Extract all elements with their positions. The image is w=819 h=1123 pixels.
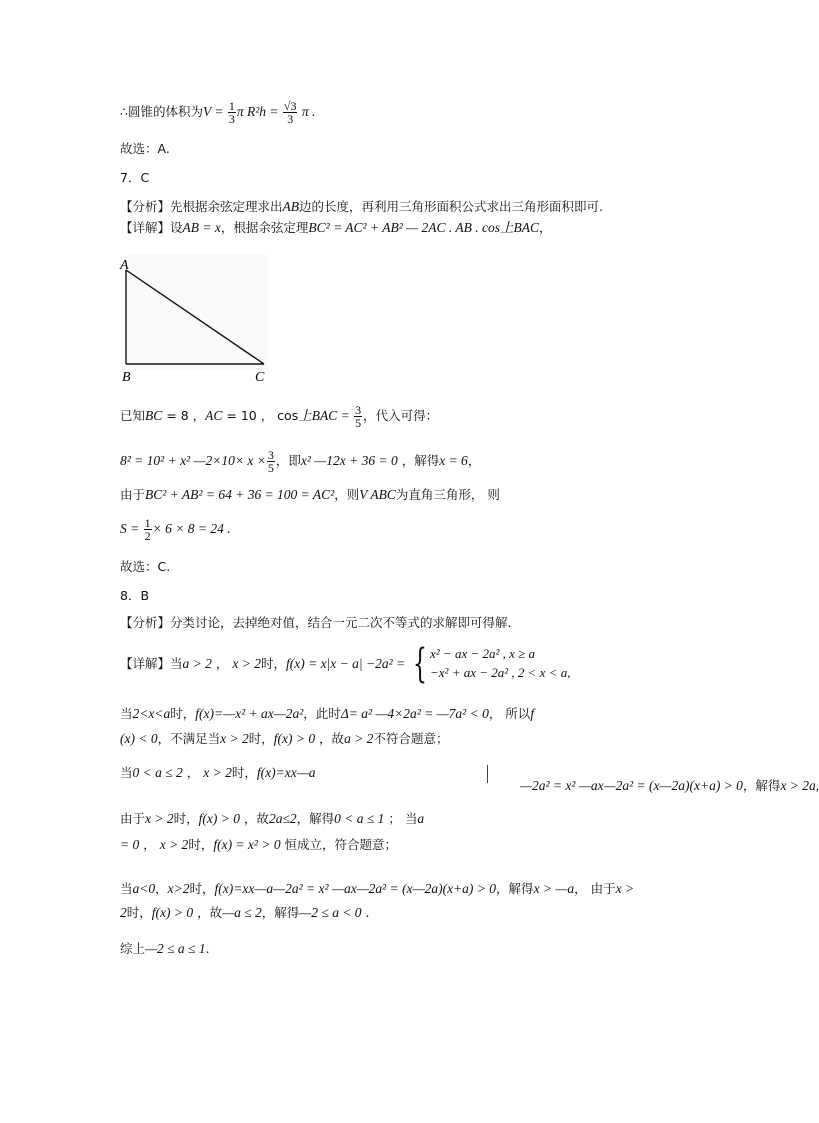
q7-detail: 【详解】设AB = x，根据余弦定理BC² = AC² + AB² — 2AC . AB . cos上BAC，	[120, 220, 552, 235]
q8-case-a-gt-2-line1: 当2<x<a时，f(x)=—x² + ax—2a²，此时Δ= a² —4×2a² = —7a² < 0， 所以f	[120, 706, 535, 721]
q8-case-0-a-2-factored: —2a² = x² —ax—2a² = (x—2a)(x+a) > 0，解得x > 2a,	[520, 778, 819, 793]
vertex-label-a: A	[120, 258, 129, 273]
fraction-one-half: $\frac{1}{2}$	[144, 516, 151, 543]
q7-analysis: 【分析】先根据余弦定理求出AB边的长度，再利用三角形面积公式求出三角形面积即可.	[120, 199, 603, 214]
q8-analysis: 【分析】分类讨论，去掉绝对值，结合一元二次不等式的求解即可得解.	[120, 615, 512, 630]
q8-case-a-lt-0-line2: 2时，f(x) > 0 ，故—a ≤ 2，解得—2 ≤ a < 0 .	[120, 905, 370, 920]
vertex-label-c: C	[255, 370, 265, 385]
absolute-value-bar	[487, 765, 488, 783]
volume-formula-part-a: V =	[202, 104, 227, 119]
triangle-svg	[116, 252, 276, 387]
q7-given: 已知BC = 8 ，AC = 10 ， cos上BAC = $\frac{3}{5}$ ，代入可得：	[120, 403, 439, 430]
piecewise-case-1: x² − ax − 2a² , x ≥ a	[430, 646, 536, 661]
question-8-heading: 8．B	[120, 588, 150, 603]
q8-case-a-lt-0-line1: 当a<0，x>2时，f(x)=xx—a—2a² = x² —ax—2a² = (x—2a)(x+a) > 0，解得x > —a， 由于x >	[120, 881, 635, 896]
q8-case-a-gt-2-line2: (x) < 0，不满足当x > 2时，f(x) > 0 ，故a > 2不符合题意；	[120, 731, 449, 746]
volume-formula-part-b: π R²h =	[236, 104, 282, 119]
fraction-sqrt3-over-3: $\frac{√3}{3}$	[283, 99, 297, 126]
q8-detail: 【详解】当a > 2 ， x > 2时，f(x) = x|x − a| −2a² =	[120, 656, 406, 671]
q8-case-a-eq-0: = 0 ， x > 2时，f(x) = x² > 0 恒成立，符合题意；	[120, 837, 398, 852]
volume-formula-part-c: π .	[298, 104, 316, 119]
piecewise-case-2: −x² + ax − 2a² , 2 < x < a,	[430, 665, 571, 680]
q8-case-0-a-2-start: 当0 < a ≤ 2 ， x > 2时，f(x)=xx—a	[120, 765, 316, 780]
q8-case-0-a-2-result: 由于x > 2时，f(x) > 0 ，故2a≤2，解得0 < a ≤ 1 ； 当a	[120, 811, 425, 826]
question-7-heading: 7．C	[120, 170, 150, 185]
q7-substitution: 8² = 10² + x² —2×10× x × $\frac{3}{5}$ ，即x² —12x + 36 = 0 ，解得x = 6，	[120, 448, 481, 475]
cone-volume-text: ∴圆锥的体积为	[120, 104, 203, 119]
fraction-three-fifths: $\frac{3}{5}$	[355, 403, 362, 430]
triangle-figure	[116, 252, 276, 390]
piecewise-brace: {	[413, 641, 427, 687]
cone-volume-line	[120, 100, 315, 125]
q7-area: S = $\frac{1}{2}$ × 6 × 8 = 24 .	[120, 516, 231, 543]
q7-right-triangle: 由于BC² + AB² = 64 + 36 = 100 = AC²，则V ABC为直角三角形， 则	[120, 487, 500, 502]
fraction-three-fifths-2: $\frac{3}{5}$	[267, 448, 274, 475]
fraction-one-third: $\frac{1}{3}$	[228, 99, 235, 126]
answer-7: 故选：C.	[120, 559, 171, 574]
q8-conclusion: 综上—2 ≤ a ≤ 1.	[120, 941, 210, 956]
answer-6: 故选：A.	[120, 141, 170, 156]
vertex-label-b: B	[122, 370, 131, 385]
